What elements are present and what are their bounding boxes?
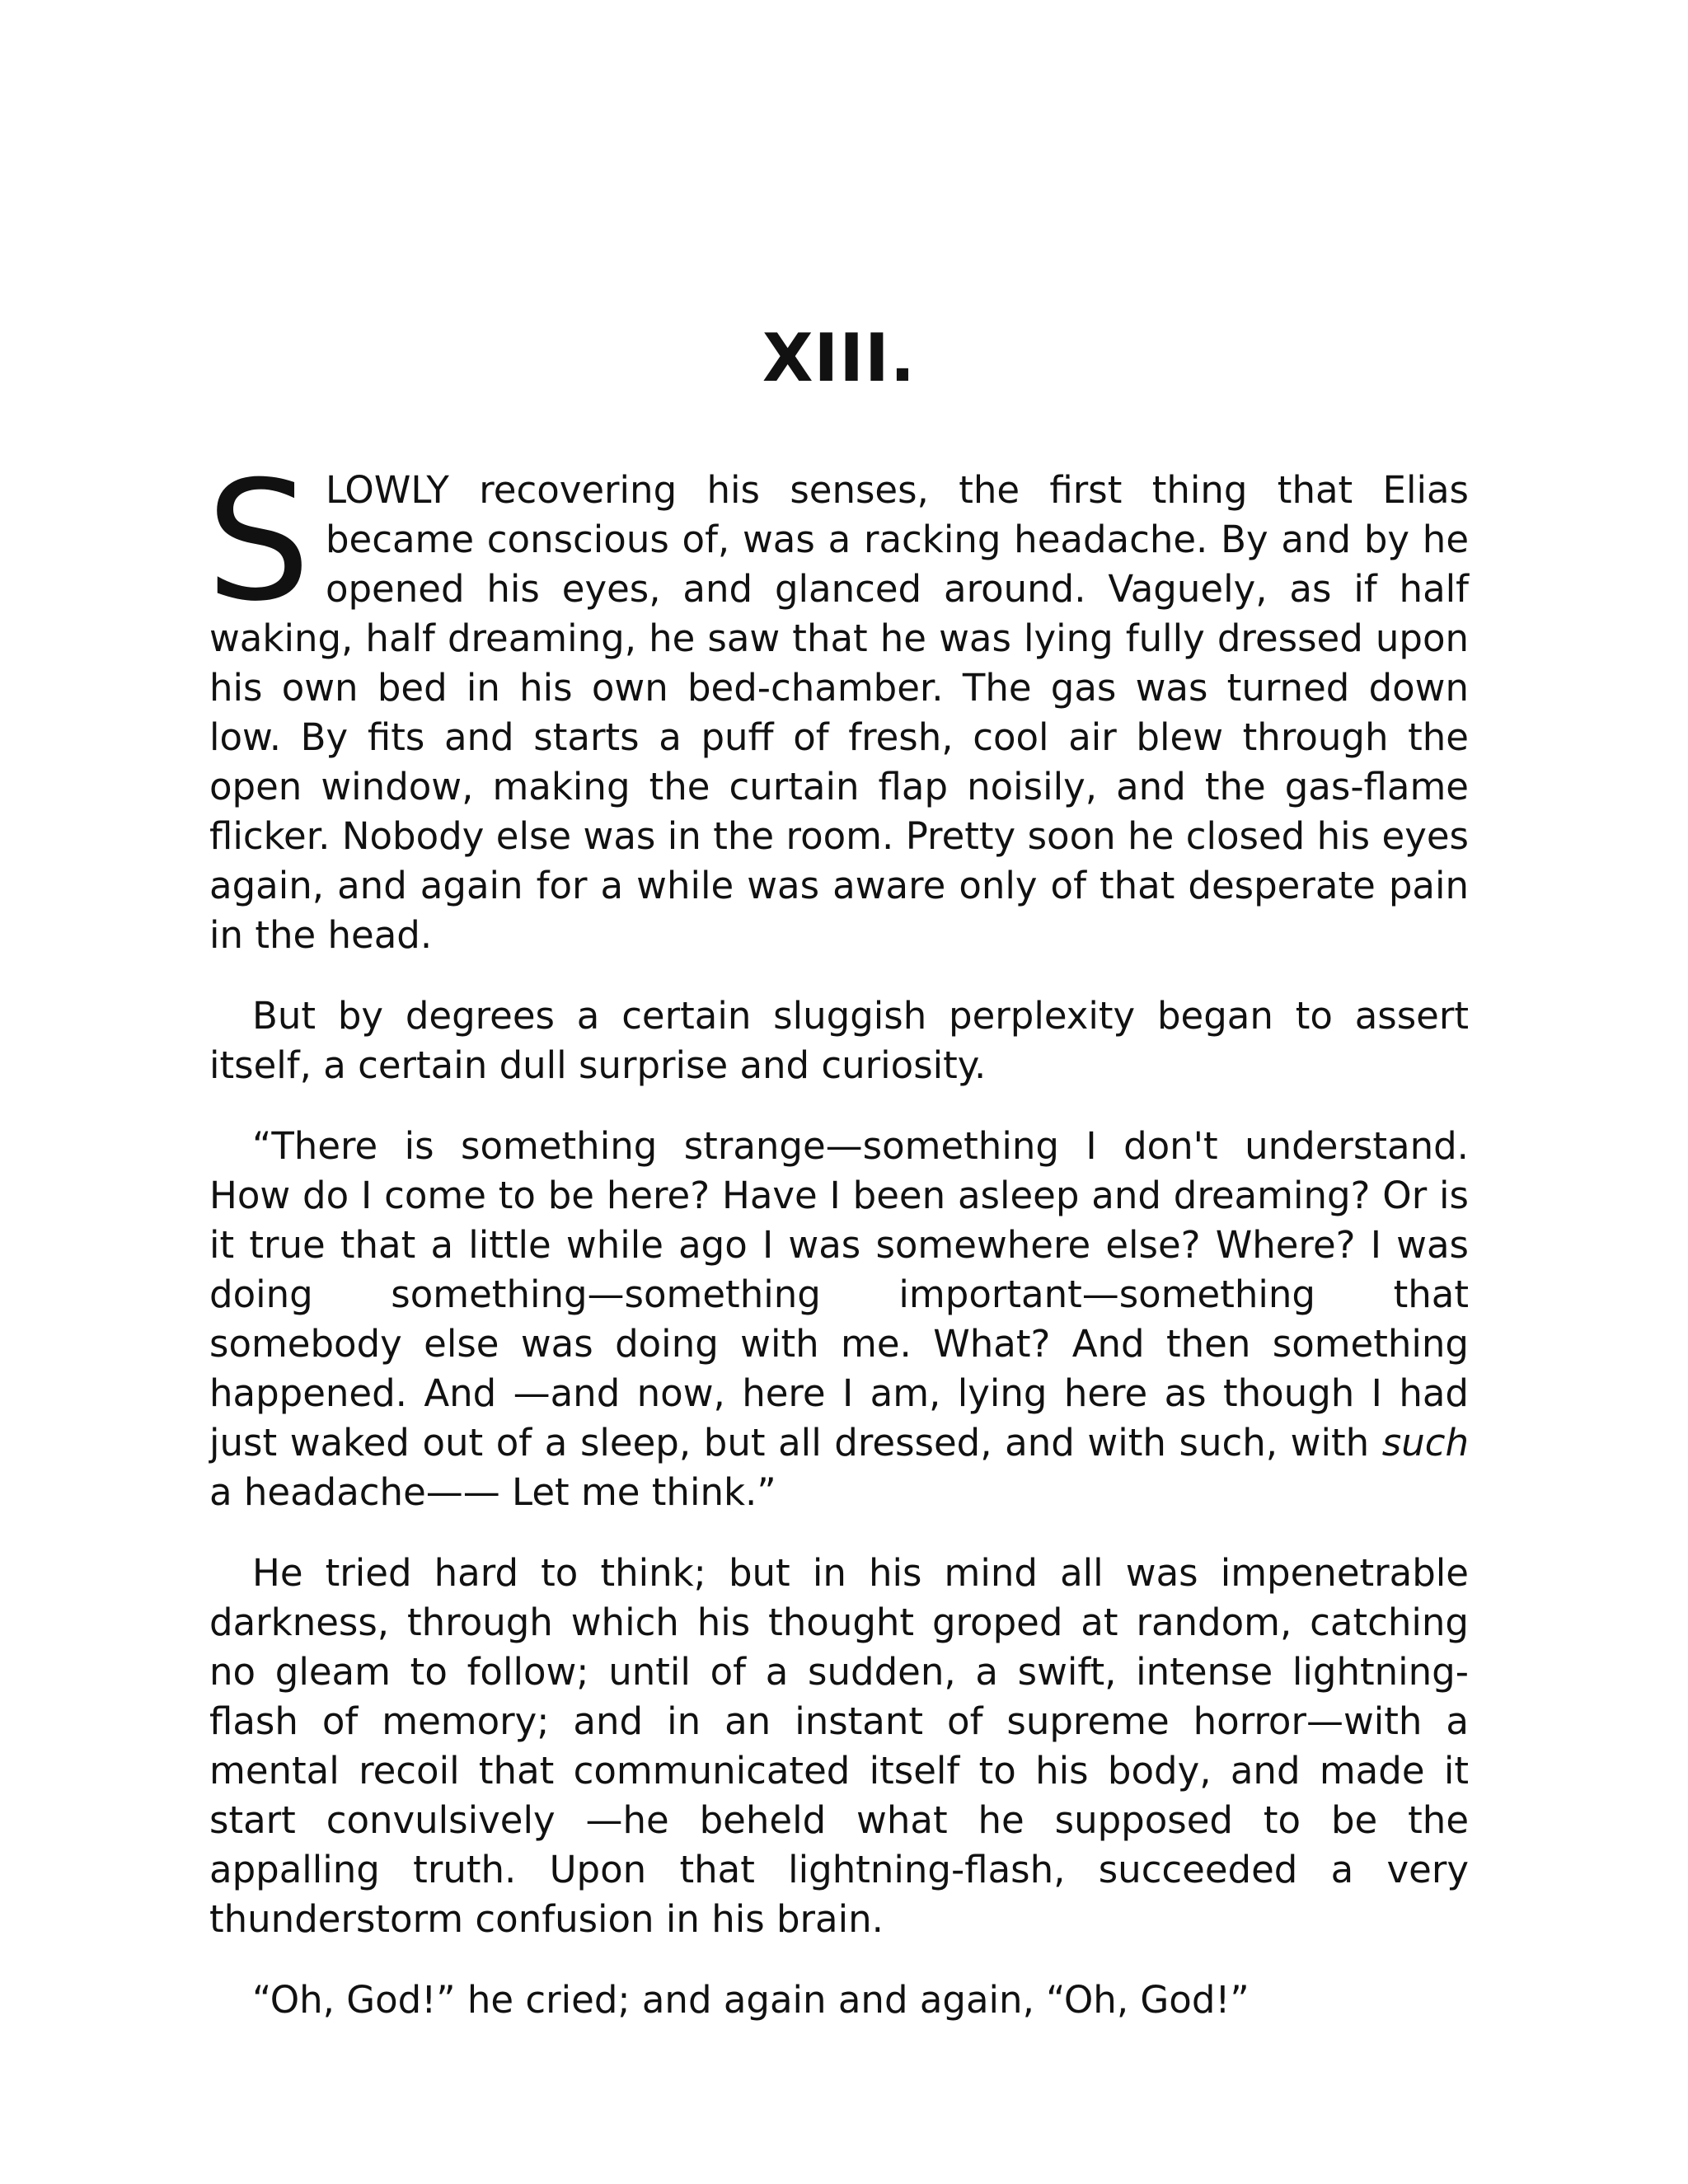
chapter-body xyxy=(206,446,1469,2056)
chapter-title: XIII. xyxy=(762,320,917,396)
emphasized-word: such xyxy=(1381,1421,1469,1465)
drop-cap: S xyxy=(206,446,311,638)
paragraph-1 xyxy=(206,446,1469,960)
paragraph-4: He tried hard to think; but in his mind all was impenetrable darkness, through which his thought groped at random, catching no gleam to follow; until of a sudden, a swift, intense lightning-flash of memory; and in an instant of supreme horror—with a mental recoil that communicated itself to his body, and made it start convulsively —he beheld what he supposed to be the appalling truth. Upon that lightning-flash, succeeded a very thunderstorm confusion in his brain. xyxy=(209,1551,1469,1941)
paragraph-2: But by degrees a certain sluggish perplexity began to assert itself, a certain dull surprise and curiosity. xyxy=(209,994,1469,1087)
paragraph-3 xyxy=(209,1122,1469,1517)
paragraph-3-text-start: “There is something strange—something I don't understand. How do I come to be here? Have I been asleep and dreaming? Or is it true that a little while ago I was somewhere else? Where? I was doing something—something important—something that somebody else was doing with me. What? And then something happened. And —and now, here I am, lying here as though I had just waked out of a sleep, but all dressed, and with such, with xyxy=(209,1124,1469,1465)
paragraph-1-text: LOWLY recovering his senses, the first thing that Elias became conscious of, was a racking headache. By and by he opened his eyes, and glanced around. Vaguely, as if half waking, half dreaming, he saw that he was lying fully dressed upon his own bed in his own bed-chamber. The gas was turned down low. By fits and starts a puff of fresh, cool air blew through the open window, making the curtain flap noisily, and the gas-flame flicker. Nobody else was in the room. Pretty soon he closed his eyes again, and again for a while was aware only of that desperate pain in the head. xyxy=(209,468,1469,957)
paragraph-5: “Oh, God!” he cried; and again and again, “Oh, God!” xyxy=(252,1978,1250,2022)
paragraph-3-text-end: a headache—— Let me think.” xyxy=(209,1470,776,1514)
